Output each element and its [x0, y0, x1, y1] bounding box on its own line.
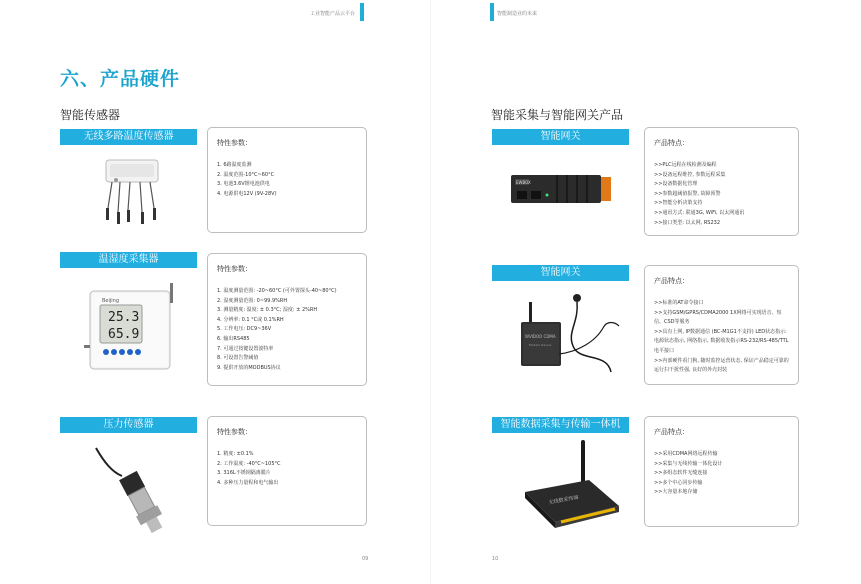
device-label: WVIDOO CDMA	[525, 334, 556, 339]
feature-item: >>标准的AT命令接口	[654, 300, 704, 306]
feature-item: >>多个中心同步传输	[654, 479, 703, 486]
feature-item: >>采用CDMA网络远程传输	[654, 451, 718, 457]
card-title: 特性参数：	[217, 265, 252, 273]
spec-list	[217, 161, 357, 199]
device-sublabel: Modem Device	[529, 343, 552, 347]
right-running-title: 智能制造业的未来	[497, 11, 538, 17]
wireless-temp-sensor-image	[92, 150, 172, 230]
section-title-sensors: 智能传感器	[60, 108, 121, 122]
feature-item: >>多组态软件无缝连接	[654, 470, 708, 477]
right-page	[431, 0, 861, 584]
temp-humidity-collector-image	[84, 283, 184, 375]
feature-card-gateway-1	[644, 127, 799, 236]
spec-item: 3. 316L不锈钢隔离膜片	[217, 470, 271, 477]
left-running-title: 工业智能产品云平台	[310, 11, 356, 17]
spec-item: 1. 温度测量范围: -20~60°C (可外置探头-40~80°C)	[217, 288, 337, 294]
spec-card-wireless-temp	[207, 127, 367, 233]
pressure-sensor-image	[92, 442, 182, 542]
card-title: 产品特点：	[654, 139, 689, 147]
spec-item: 7. 可通过按键设置波特率	[217, 345, 274, 352]
feature-item: >>设备数据化管理	[654, 181, 698, 188]
section-title-gateways: 智能采集与智能网关产品	[491, 108, 624, 122]
feature-item: >>接口类型: 以太网, RS232	[654, 219, 721, 226]
spec-item: 1. 精度: ±0.1%	[217, 451, 254, 457]
feature-card-gateway-2	[644, 265, 799, 385]
spec-item: 4. 电源供电12V (9V-28V)	[217, 190, 277, 197]
left-header-accent-bar	[360, 3, 364, 21]
spec-item: 3. 电池3.6V锂电池供电	[217, 181, 270, 188]
spec-item: 4. 多种压力量程和电气输出	[217, 479, 279, 486]
banner-smart-gateway-2: 智能网关	[492, 265, 629, 281]
card-title: 特性参数：	[217, 428, 252, 436]
spec-item: 9. 提供开放的MODBUS协议	[217, 364, 281, 371]
right-header-accent-bar	[490, 3, 494, 21]
smart-gateway-2-image	[507, 292, 627, 382]
feature-item: >>具有上网, IP数据通信 (BC-M1G1不支持) LED状态指示: 电源状态指示, 网络指示, 数据收发指示RS-232/RS-485/TTL电平接口	[654, 328, 789, 354]
spec-item: 5. 工作电压: DC9~36V	[217, 326, 272, 333]
feature-item: >>大容量本地存储	[654, 489, 698, 496]
feature-item: >>内部硬件看门狗, 随时监控运营状态, 保证产品稳定可靠的运行扫干扰性强, 良好的外壳封装	[654, 357, 789, 374]
device-label: 无线数采终端	[548, 494, 579, 506]
feature-list	[654, 161, 789, 228]
spec-item: 4. 分辨率: 0.1 °C或 0.1%RH	[217, 316, 284, 323]
lcd-temperature: 25.3	[108, 310, 140, 325]
feature-item: >>采集与无线传输一体化设计	[654, 460, 723, 467]
card-title: 产品特点：	[654, 277, 689, 285]
data-acquisition-unit-image	[515, 436, 625, 536]
banner-data-acquisition-unit: 智能数据采集与传输一体机	[492, 417, 629, 433]
feature-item: >>通讯方式: 联通3G, WiFi, 以太网通讯	[654, 209, 745, 216]
feature-list	[654, 450, 789, 498]
spec-item: 3. 测量精度: 温度: ± 0.3°C; 湿度: ± 2%RH	[217, 307, 318, 314]
spec-item: 2. 温度范围-10°C~60°C	[217, 171, 275, 178]
chapter-title: 六、产品硬件	[60, 68, 181, 90]
feature-item: >>智能分析决策支持	[654, 200, 703, 207]
feature-card-data-acquisition	[644, 416, 799, 527]
page-number-left: 09	[362, 556, 369, 562]
spec-item: 8. 可设置告警阈值	[217, 355, 259, 362]
page-number-right: 10	[492, 556, 499, 562]
feature-item: >>PLC远程在线检测及编程	[654, 162, 717, 168]
lcd-humidity: 65.9	[108, 327, 140, 342]
spec-item: 1. 6路温度监测	[217, 162, 252, 168]
smart-gateway-1-image	[507, 165, 617, 215]
device-label: EWBOX	[516, 180, 531, 185]
spec-list	[217, 450, 357, 488]
feature-item: >>设备远程维控, 参数远程采集	[654, 171, 726, 178]
feature-item: >>参数超阈值报警, 故障预警	[654, 190, 721, 197]
device-brand: Beijing	[102, 298, 120, 304]
banner-pressure-sensor: 压力传感器	[60, 417, 197, 433]
spec-card-temp-humidity	[207, 253, 367, 386]
spec-list	[217, 287, 357, 373]
feature-item: >>支持GSM/GPRS/CDMA2000 1X网络可实现语音、短信、CSD等服务	[654, 309, 782, 326]
spec-item: 6. 输出RS485	[217, 335, 250, 342]
spec-card-pressure	[207, 416, 367, 526]
banner-wireless-temp-sensor: 无线多路温度传感器	[60, 129, 197, 145]
feature-list	[654, 299, 789, 376]
card-title: 特性参数：	[217, 139, 252, 147]
banner-smart-gateway-1: 智能网关	[492, 129, 629, 145]
banner-temp-humidity-collector: 温湿度采集器	[60, 252, 197, 268]
left-page	[0, 0, 430, 584]
spec-item: 2. 工作温度: -40°C~105°C	[217, 460, 281, 467]
card-title: 产品特点：	[654, 428, 689, 436]
spec-item: 2. 湿度测量范围: 0~99.9%RH	[217, 297, 288, 304]
